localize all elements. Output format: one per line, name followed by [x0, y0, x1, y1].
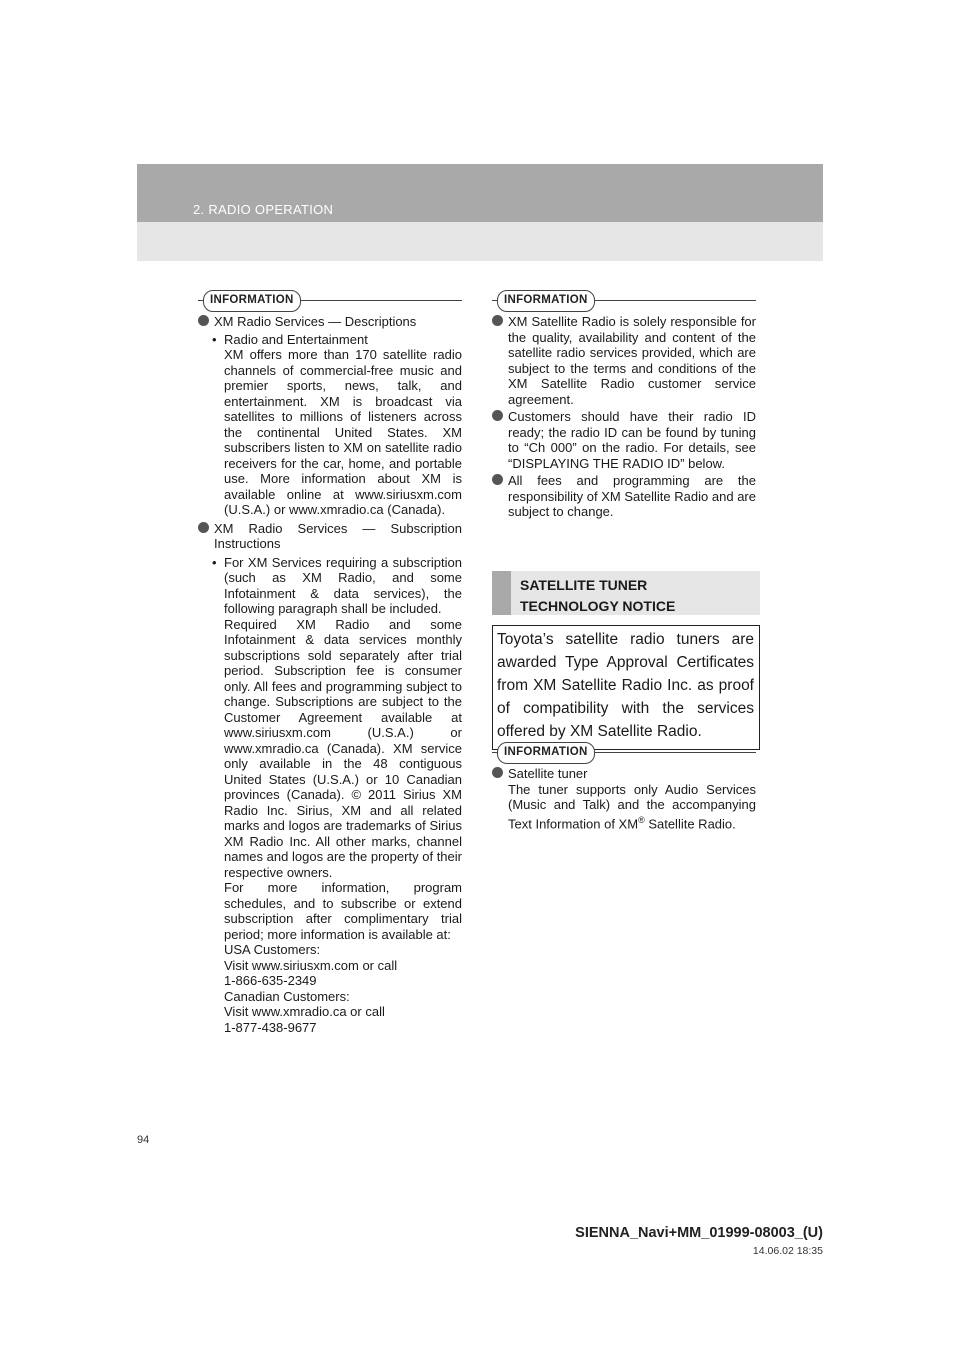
- document-timestamp: 14.06.02 18:35: [752, 1245, 823, 1257]
- right-column: [492, 290, 756, 522]
- notice-header: [492, 571, 760, 615]
- sub-text: For more information, program schedules, and to subscribe or extend subscription after complimentary trial period; more information is available at:: [224, 880, 462, 942]
- contact-line: USA Customers:: [224, 942, 321, 957]
- contact-line: Visit www.siriusxm.com or call: [224, 957, 398, 973]
- bullet-title: XM Radio Services — Descriptions: [214, 314, 417, 329]
- sub-item: [208, 332, 462, 518]
- page-number: 94: [137, 1134, 150, 1146]
- bullet-dot-icon: [492, 410, 503, 421]
- bullet-dot-icon: [198, 522, 209, 533]
- info-header: [492, 290, 756, 314]
- information-badge: INFORMATION: [203, 290, 301, 312]
- sub-text: XM offers more than 170 satellite radio channels of commercial-free music and premier sports, news, talk, and entertainment. XM is broadcast via satellites to millions of listeners across the continental United States. XM subscribers listen to XM on satellite radio receivers for the car, home, and portable use. More information about XM is available online at www.siriusxm.com (U.S.A.) or www.xmradio.ca (Canada).: [224, 347, 462, 517]
- information-badge: INFORMATION: [497, 290, 595, 312]
- bullet-item: [492, 766, 756, 831]
- contact-line: 1-866-635-2349: [224, 973, 317, 988]
- sub-item: [208, 555, 462, 1036]
- notice-title: SATELLITE TUNER TECHNOLOGY NOTICE: [520, 577, 676, 614]
- bullet-title: XM Radio Services — Subscription Instructions: [214, 520, 462, 551]
- bullet-item: [492, 473, 756, 520]
- header-top-bar: [137, 164, 823, 222]
- sub-text: For XM Services requiring a subscription (such as XM Radio, and some Infotainment & data services), the following paragraph shall be included.: [224, 554, 462, 616]
- notice-accent-bar: [492, 571, 511, 615]
- sub-text: Required XM Radio and some Infotainment & data services monthly subscriptions sold separately after trial period. Subscription fee is consumer only. All fees and programming subject to change. Subscriptions are subject to the Customer Agreement available at www.siriusxm.com (U.S.A.) or www.xmradio.ca (Canada). XM service only available in the 48 contiguous United States (U.S.A.) or 10 Canadian provinces (Canada). © 2011 Sirius XM Radio Inc. Sirius, XM and all related marks and logos are trademarks of Sirius XM Radio Inc. All other marks, channel names and logos are the property of their respective owners.: [224, 616, 462, 880]
- information-badge: INFORMATION: [497, 742, 595, 764]
- contact-line: 1-877-438-9677: [224, 1019, 317, 1035]
- bullet-dot-icon: [198, 315, 209, 326]
- info-header: [492, 742, 756, 766]
- bullet-text: XM Satellite Radio is solely responsible for the quality, availability and content of the satellite radio services provided, which are subject to the terms and conditions of the XM Satellite Radio customer service agreement.: [508, 314, 756, 407]
- header-band: [137, 164, 823, 261]
- bullet-dot-icon: [492, 315, 503, 326]
- contact-line: Canadian Customers:: [224, 988, 350, 1004]
- bullet-text: The tuner supports only Audio Services (Music and Talk) and the accompanying Text Information of XM® Satellite Radio.: [508, 781, 756, 831]
- document-id: SIENNA_Navi+MM_01999-08003_(U): [575, 1225, 823, 1241]
- bullet-dot-icon: [492, 474, 503, 485]
- notice-text-box: Toyota’s satellite radio tuners are awarded Type Approval Certificates from XM Satellite Radio Inc. as proof of compatibility with the services offered by XM Satellite Radio.: [492, 625, 760, 750]
- sub-bullet-icon: •: [212, 331, 217, 347]
- sub-bullet-icon: •: [212, 554, 217, 570]
- bullet-item: [492, 409, 756, 471]
- section-title: 2. RADIO OPERATION: [193, 202, 334, 217]
- bullet-title: Satellite tuner: [508, 766, 588, 781]
- sub-title: Radio and Entertainment: [224, 331, 368, 347]
- bullet-item: [198, 314, 462, 330]
- bullet-dot-icon: [492, 767, 503, 778]
- notice-section: [492, 571, 760, 750]
- bullet-text: All fees and programming are the responsibility of XM Satellite Radio and are subject to change.: [508, 473, 756, 519]
- left-column: [198, 290, 462, 1035]
- bullet-item: [198, 521, 462, 552]
- bullet-text: Customers should have their radio ID ready; the radio ID can be found by tuning to “Ch 000” on the radio. For details, see “DISPLAYING THE RADIO ID” below.: [508, 409, 756, 471]
- satellite-tuner-info: [492, 742, 756, 833]
- bullet-item: [492, 314, 756, 407]
- info-header: [198, 290, 462, 314]
- contact-line: Visit www.xmradio.ca or call: [224, 1004, 385, 1019]
- registered-mark: ®: [638, 814, 645, 825]
